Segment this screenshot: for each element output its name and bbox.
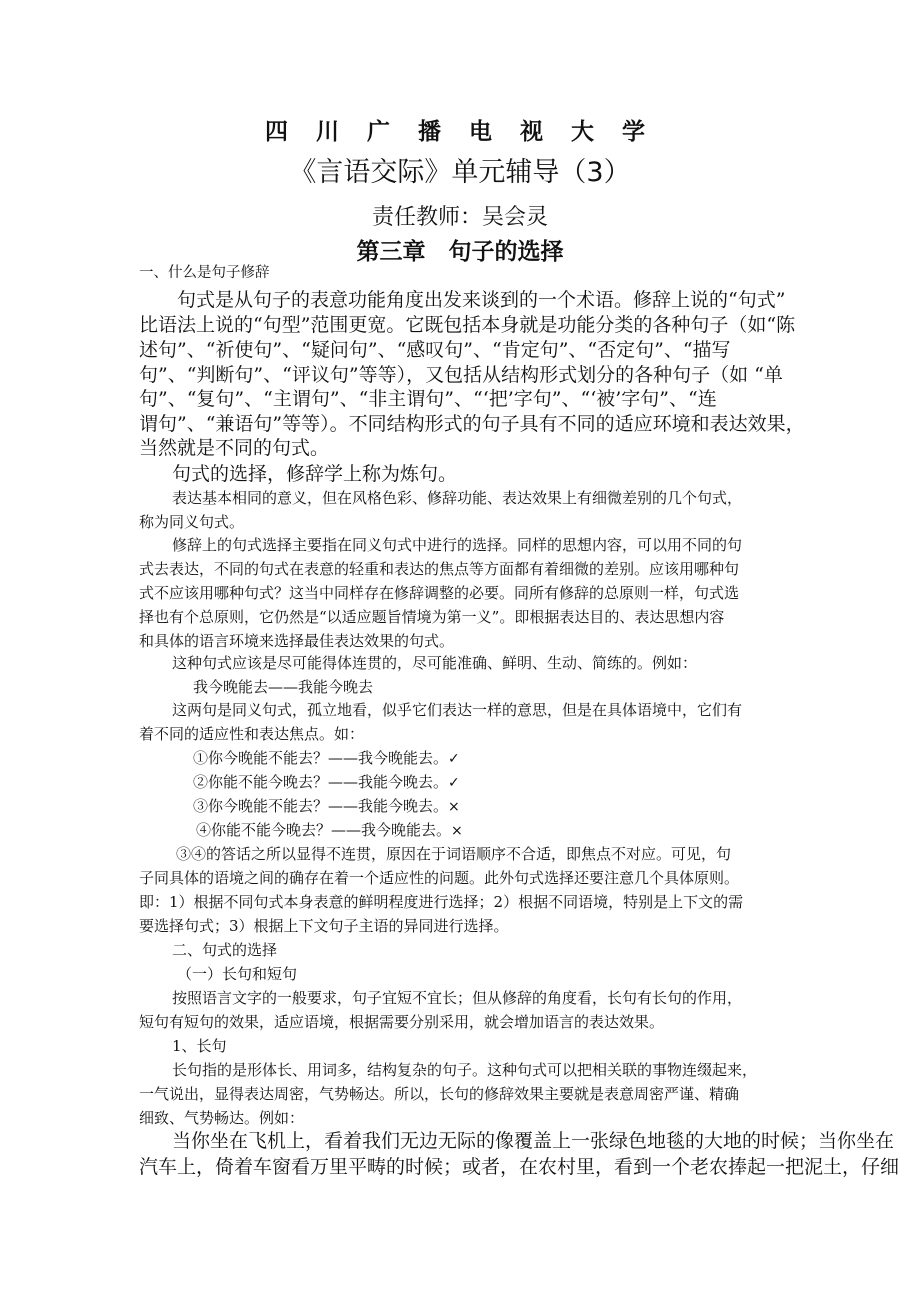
paragraph-line: 择也有个总原则，它仍然是“以适应题旨情境为第一义”。即根据表达目的、表达思想内容	[139, 608, 725, 626]
paragraph-line: 句式的选择，修辞学上称为炼句。	[172, 463, 458, 485]
paragraph-line: 短句有短句的效果，适应语境，根据需要分别采用，就会增加语言的表达效果。	[139, 1013, 665, 1031]
teacher-line: 责任教师：吴会灵	[371, 205, 548, 230]
cross-icon: ×	[448, 799, 460, 815]
subsection-heading: （一）长句和短句	[177, 965, 298, 983]
paragraph-line: 这种句式应该是尽可能得体连贯的，尽可能准确、鲜明、生动、简练的。例如：	[172, 654, 698, 672]
paragraph-line: 表达基本相同的意义，但在风格色彩、修辞功能、表达效果上有细微差别的几个句式，	[172, 489, 743, 507]
check-icon: ✓	[448, 751, 460, 767]
paragraph-line: 要选择句式；3）根据上下文句子主语的异同进行选择。	[139, 917, 509, 935]
paragraph-line: 按照语言文字的一般要求，句子宜短不宜长；但从修辞的角度看，长句有长句的作用，	[172, 989, 743, 1007]
paragraph-line: 这两句是同义句式，孤立地看，似乎它们表达一样的意思，但是在具体语境中，它们有	[172, 701, 743, 719]
paragraph-line: 着不同的适应性和表达焦点。如：	[139, 725, 365, 743]
paragraph-line: 句式是从句子的表意功能角度出发来谈到的一个术语。修辞上说的“句式”	[177, 289, 786, 311]
paragraph-line: 句”、“判断句”、“评议句”等等），又包括从结构形式划分的各种句子（如 “单	[139, 364, 783, 386]
chapter-heading: 第三章 句子的选择	[356, 239, 564, 265]
example-line: ③你今晚能不能去？——我能今晚去。×	[193, 797, 460, 815]
example-line: ①你今晚能不能去？——我今晚能去。✓	[193, 749, 460, 767]
paragraph-line: 当你坐在飞机上，看着我们无边无际的像覆盖上一张绿色地毯的大地的时候；当你坐在	[172, 1130, 895, 1152]
paragraph-line: 句”、“复句”、“主谓句”、“非主谓句”、“‘把’字句”、“‘被’字句”、“连	[139, 388, 717, 410]
paragraph-line: 即：1）根据不同句式本身表意的鲜明程度进行选择；2）根据不同语境，特别是上下文的需	[139, 893, 744, 911]
paragraph-line: 长句指的是形体长、用词多，结构复杂的句子。这种句式可以把相关联的事物连缀起来，	[172, 1061, 758, 1079]
check-icon: ✓	[448, 775, 460, 791]
paragraph-line: 细致、气势畅达。例如：	[139, 1109, 305, 1127]
paragraph-line: 汽车上，倚着车窗看万里平畴的时候；或者，在农村里，看到一个老农捧起一把泥土，仔细	[139, 1156, 900, 1178]
paragraph-line: 谓句”、“兼语句”等等）。不同结构形式的句子具有不同的适应环境和表达效果，	[139, 413, 805, 435]
paragraph-line: 式去表达，不同的句式在表意的轻重和表达的焦点等方面都有着细微的差别。应该用哪种句	[139, 560, 740, 578]
cross-icon: ×	[451, 823, 463, 839]
paragraph-line: 式不应该用哪种句式？这当中同样存在修辞调整的必要。同所有修辞的总原则一样，句式选	[139, 584, 740, 602]
paragraph-line: 一气说出，显得表达周密，气势畅达。所以，长句的修辞效果主要就是表意周密严谨、精确	[139, 1085, 740, 1103]
paragraph-line: ③④的答话之所以显得不连贯，原因在于词语顺序不合适，即焦点不对应。可见，句	[176, 845, 732, 863]
paragraph-line: 述句”、“祈使句”、“疑问句”、“感叹句”、“肯定句”、“否定句”、“描写	[139, 339, 731, 361]
subsection-heading: 1、长句	[172, 1037, 227, 1055]
section-heading: 二、句式的选择	[172, 941, 278, 959]
example-line: ④你能不能今晚去？——我今晚能去。×	[196, 821, 463, 839]
school-name: 四 川 广 播 电 视 大 学	[264, 119, 656, 145]
paragraph-line: 修辞上的句式选择主要指在同义句式中进行的选择。同样的思想内容，可以用不同的句	[172, 536, 743, 554]
document-title: 《言语交际》单元辅导（3）	[289, 157, 631, 188]
section-heading: 一、什么是句子修辞	[139, 265, 270, 281]
paragraph-line: 称为同义句式。	[139, 513, 245, 531]
paragraph-line: 和具体的语言环境来选择最佳表达效果的句式。	[139, 632, 455, 650]
example-line: 我今晚能去——我能今晚去	[193, 678, 374, 696]
paragraph-line: 当然就是不同的句式。	[139, 437, 330, 459]
paragraph-line: 子同具体的语境之间的确存在着一个适应性的问题。此外句式选择还要注意几个具体原则。	[139, 869, 740, 887]
paragraph-line: 比语法上说的“句型”范围更宽。它既包括本身就是功能分类的各种句子（如“陈	[139, 314, 796, 336]
example-line: ②你能不能今晚去？——我能今晚去。✓	[193, 773, 460, 791]
